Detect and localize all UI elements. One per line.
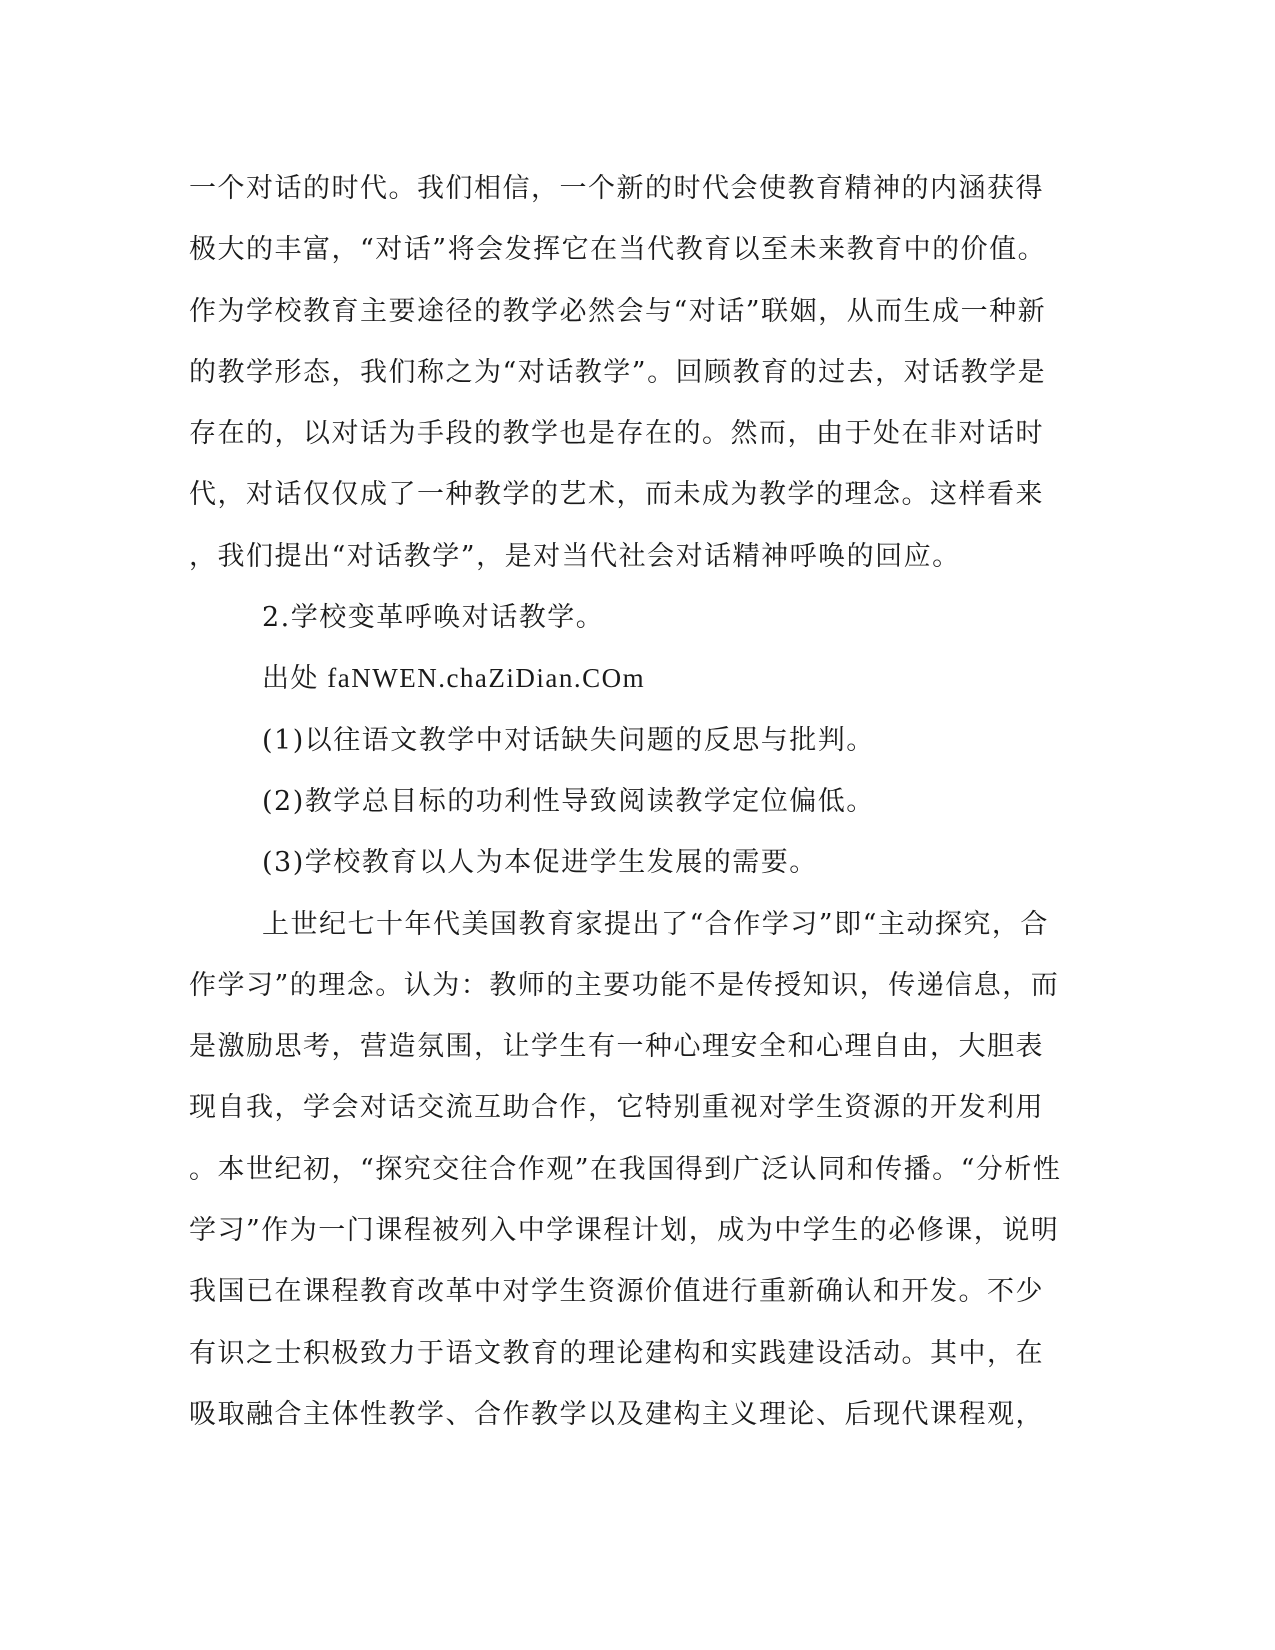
text-line: 吸取融合主体性教学、合作教学以及建构主义理论、后现代课程观， xyxy=(189,1398,1044,1430)
source-line: 出处 faNWEN.chaZiDian.COm xyxy=(262,663,646,694)
text-line: 上世纪七十年代美国教育家提出了“合作学习”即“主动探究，合 xyxy=(262,908,1049,940)
list-item: (3)学校教育以人为本促进学生发展的需要。 xyxy=(262,847,818,879)
text-line: 我国已在课程教育改革中对学生资源价值进行重新确认和开发。不少 xyxy=(189,1276,1044,1308)
text-line: ，我们提出“对话教学”，是对当代社会对话精神呼唤的回应。 xyxy=(189,540,961,572)
text-line: 。本世纪初，“探究交往合作观”在我国得到广泛认同和传播。“分析性 xyxy=(189,1153,1062,1185)
text-line: 一个对话的时代。我们相信，一个新的时代会使教育精神的内涵获得 xyxy=(189,173,1044,204)
text-line: 是激励思考，营造氛围，让学生有一种心理安全和心理自由，大胆表 xyxy=(189,1031,1044,1063)
text-line: 作为学校教育主要途径的教学必然会与“对话”联姻，从而生成一种新 xyxy=(189,295,1047,327)
text-line: 存在的，以对话为手段的教学也是存在的。然而，由于处在非对话时 xyxy=(189,418,1044,450)
section-heading: 2.学校变革呼唤对话教学。 xyxy=(262,602,605,634)
body-text xyxy=(189,158,1069,1445)
list-item: (1)以往语文教学中对话缺失问题的反思与批判。 xyxy=(262,724,875,756)
text-line: 现自我，学会对话交流互助合作，它特别重视对学生资源的开发利用 xyxy=(189,1092,1044,1124)
text-line: 的教学形态，我们称之为“对话教学”。回顾教育的过去，对话教学是 xyxy=(189,356,1047,388)
list-item: (2)教学总目标的功利性导致阅读教学定位偏低。 xyxy=(262,785,875,817)
text-line: 作学习”的理念。认为：教师的主要功能不是传授知识，传递信息，而 xyxy=(189,969,1060,1001)
text-line: 极大的丰富，“对话”将会发挥它在当代教育以至未来教育中的价值。 xyxy=(189,234,1047,266)
text-line: 学习”作为一门课程被列入中学课程计划，成为中学生的必修课，说明 xyxy=(189,1215,1060,1247)
text-line: 代，对话仅仅成了一种教学的艺术，而未成为教学的理念。这样看来 xyxy=(189,479,1044,511)
text-line: 有识之士积极致力于语文教育的理论建构和实践建设活动。其中，在 xyxy=(189,1337,1044,1369)
